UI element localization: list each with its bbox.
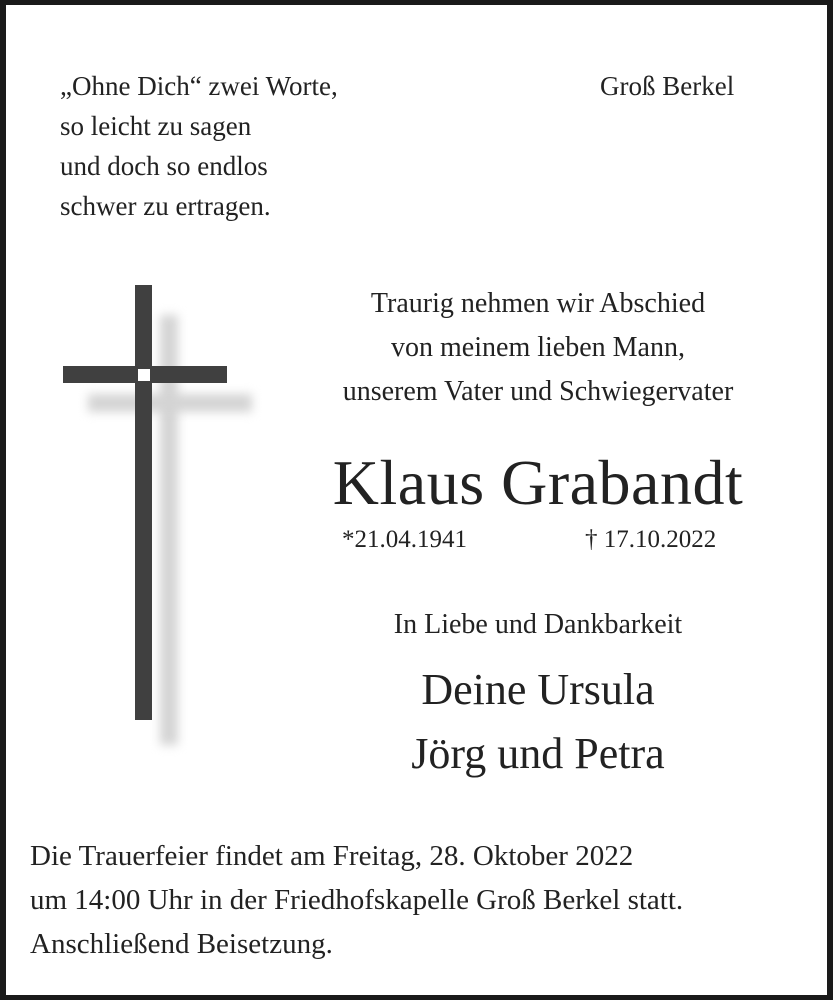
birth-date: *21.04.1941 — [342, 526, 467, 553]
family-line: Jörg und Petra — [411, 729, 665, 778]
intro-line: Traurig nehmen wir Abschied — [370, 288, 706, 319]
intro-line: unserem Vater und Schwiegervater — [342, 376, 734, 407]
funeral-line: um 14:00 Uhr in der Friedhofskapelle Groß Berkel statt. — [30, 884, 684, 916]
quote-line: „Ohne Dich“ zwei Worte, — [60, 71, 338, 101]
quote-line: und doch so endlos — [60, 151, 268, 181]
funeral-line: Anschließend Beisetzung. — [30, 928, 333, 960]
quote-line: so leicht zu sagen — [60, 111, 252, 141]
intro — [280, 282, 796, 414]
closing: In Liebe und Dankbarkeit — [393, 609, 683, 640]
funeral-line: Die Trauerfeier findet am Freitag, 28. Oktober 2022 — [30, 840, 634, 872]
quote-line: schwer zu ertragen. — [60, 191, 271, 221]
intro-line: von meinem lieben Mann, — [391, 332, 685, 363]
family-line: Deine Ursula — [421, 665, 655, 714]
deceased-name: Klaus Grabandt — [332, 447, 744, 518]
death-date: † 17.10.2022 — [585, 526, 717, 553]
funeral-info — [30, 834, 683, 966]
place: Groß Berkel — [600, 71, 735, 101]
quote — [60, 66, 338, 226]
family — [280, 658, 796, 786]
